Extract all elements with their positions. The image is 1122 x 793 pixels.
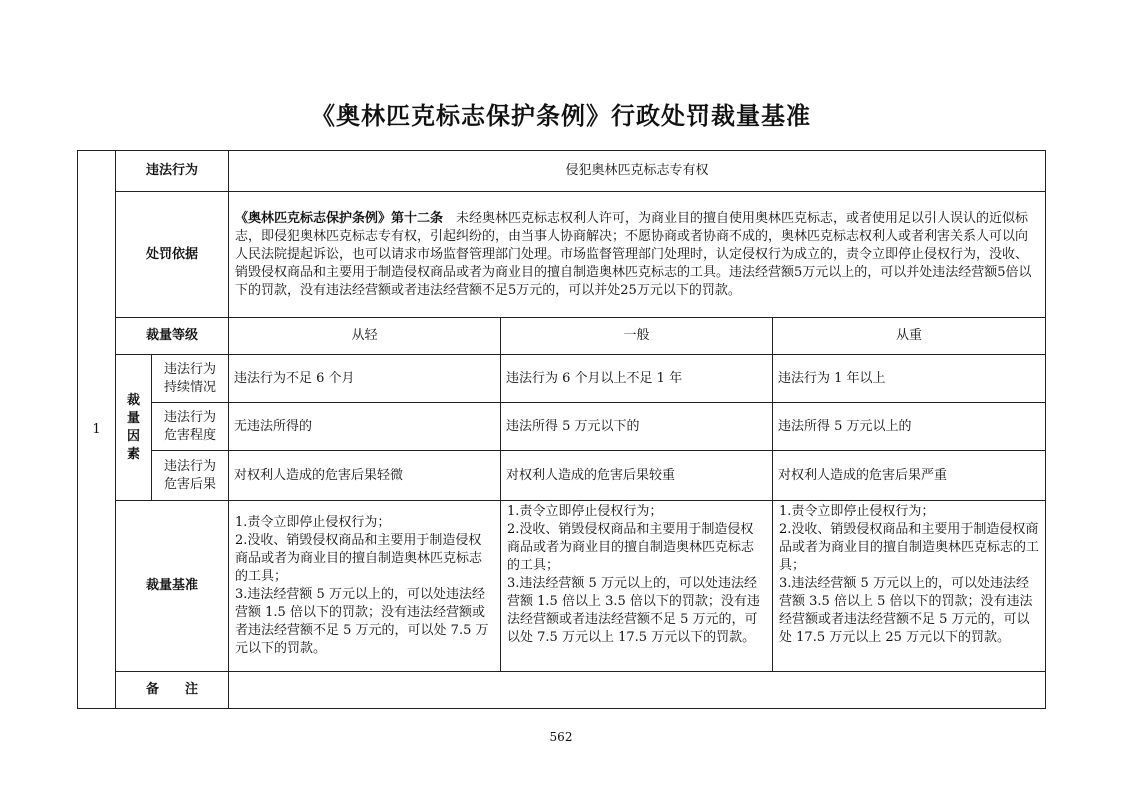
standard-label: 裁量基准 — [116, 501, 229, 672]
grade-normal: 一般 — [501, 318, 773, 355]
remarks-row — [78, 672, 1046, 709]
factor-row — [78, 403, 1046, 451]
basis-text — [229, 192, 1046, 318]
factor-value: 违法所得 5 万元以上的 — [773, 403, 1046, 451]
factor-name-severity: 违法行为 危害程度 — [152, 403, 229, 451]
grade-label: 裁量等级 — [116, 318, 229, 355]
standard-normal: 1.责令立即停止侵权行为； 2.没收、销毁侵权商品和主要用于制造侵权商品或者为商业目的擅自制造奥林匹克标志的工具； 3.违法经营额 5 万元以上的，可以处违法经营额 1.5 倍以上 3.5 倍以下的罚款；没有违法经营额或者违法经营额不足 5 万元的，可以处 7.5 万元以上 17.5 万元以下的罚款。 — [501, 501, 773, 672]
page-number: 562 — [549, 730, 573, 744]
factor-row — [78, 451, 1046, 501]
factor-value: 违法行为 6 个月以上不足 1 年 — [501, 355, 773, 403]
factor-value: 对权利人造成的危害后果较重 — [501, 451, 773, 501]
violation-value: 侵犯奥林匹克标志专有权 — [229, 151, 1046, 192]
factor-name-consequence: 违法行为 危害后果 — [152, 451, 229, 501]
grade-light: 从轻 — [229, 318, 501, 355]
row-number: 1 — [78, 151, 116, 709]
factor-value: 对权利人造成的危害后果严重 — [773, 451, 1046, 501]
factor-value: 违法行为 1 年以上 — [773, 355, 1046, 403]
factor-value: 无违法所得的 — [229, 403, 501, 451]
grade-row — [78, 318, 1046, 355]
standard-light: 1.责令立即停止侵权行为； 2.没收、销毁侵权商品和主要用于制造侵权商品或者为商业目的擅自制造奥林匹克标志的工具； 3.违法经营额 5 万元以上的，可以处违法经营额 1.5 倍以下的罚款；没有违法经营额或者违法经营额不足 5 万元的，可以处 7.5 万元以下的罚款。 — [229, 501, 501, 672]
factors-label: 裁 量 因 素 — [116, 355, 152, 501]
remarks-label: 备 注 — [116, 672, 229, 709]
standard-row — [78, 501, 1046, 672]
factor-value: 违法所得 5 万元以下的 — [501, 403, 773, 451]
page-title: 《奥林匹克标志保护条例》行政处罚裁量基准 — [311, 101, 811, 130]
factor-value: 对权利人造成的危害后果轻微 — [229, 451, 501, 501]
basis-body: 未经奥林匹克标志权利人许可，为商业目的擅自使用奥林匹克标志，或者使用足以引人误认的近似标志，即侵犯奥林匹克标志专有权，引起纠纷的，由当事人协商解决；不愿协商或者协商不成的，奥林匹克标志权利人或者利害关系人可以向人民法院提起诉讼，也可以请求市场监督管理部门处理。市场监督管理部门处理时，认定侵权行为成立的，责令立即停止侵权行为，没收、销毁侵权商品和主要用于制造侵权商品或者为商业目的擅自制造奥林匹克标志的工具。违法经营额5万元以上的，可以并处违法经营额5倍以下的罚款，没有违法经营额或者违法经营额不足5万元的，可以并处25万元以下的罚款。 — [235, 210, 1032, 298]
violation-row — [78, 151, 1046, 192]
factor-name-duration: 违法行为 持续情况 — [152, 355, 229, 403]
factor-value: 违法行为不足 6 个月 — [229, 355, 501, 403]
grade-heavy: 从重 — [773, 318, 1046, 355]
basis-label: 处罚依据 — [116, 192, 229, 318]
penalty-standard-table — [77, 150, 1046, 709]
factor-row — [78, 355, 1046, 403]
basis-row — [78, 192, 1046, 318]
violation-label: 违法行为 — [116, 151, 229, 192]
basis-law: 《奥林匹克标志保护条例》第十二条 — [235, 210, 444, 226]
remarks-value — [229, 672, 1046, 709]
standard-heavy: 1.责令立即停止侵权行为； 2.没收、销毁侵权商品和主要用于制造侵权商品或者为商业目的擅自制造奥林匹克标志的工具； 3.违法经营额 5 万元以上的，可以处违法经营额 3.5 倍以上 5 倍以下的罚款；没有违法经营额或者违法经营额不足 5 万元的，可以处 17.5 万元以上 25 万元以下的罚款。 — [773, 501, 1046, 672]
